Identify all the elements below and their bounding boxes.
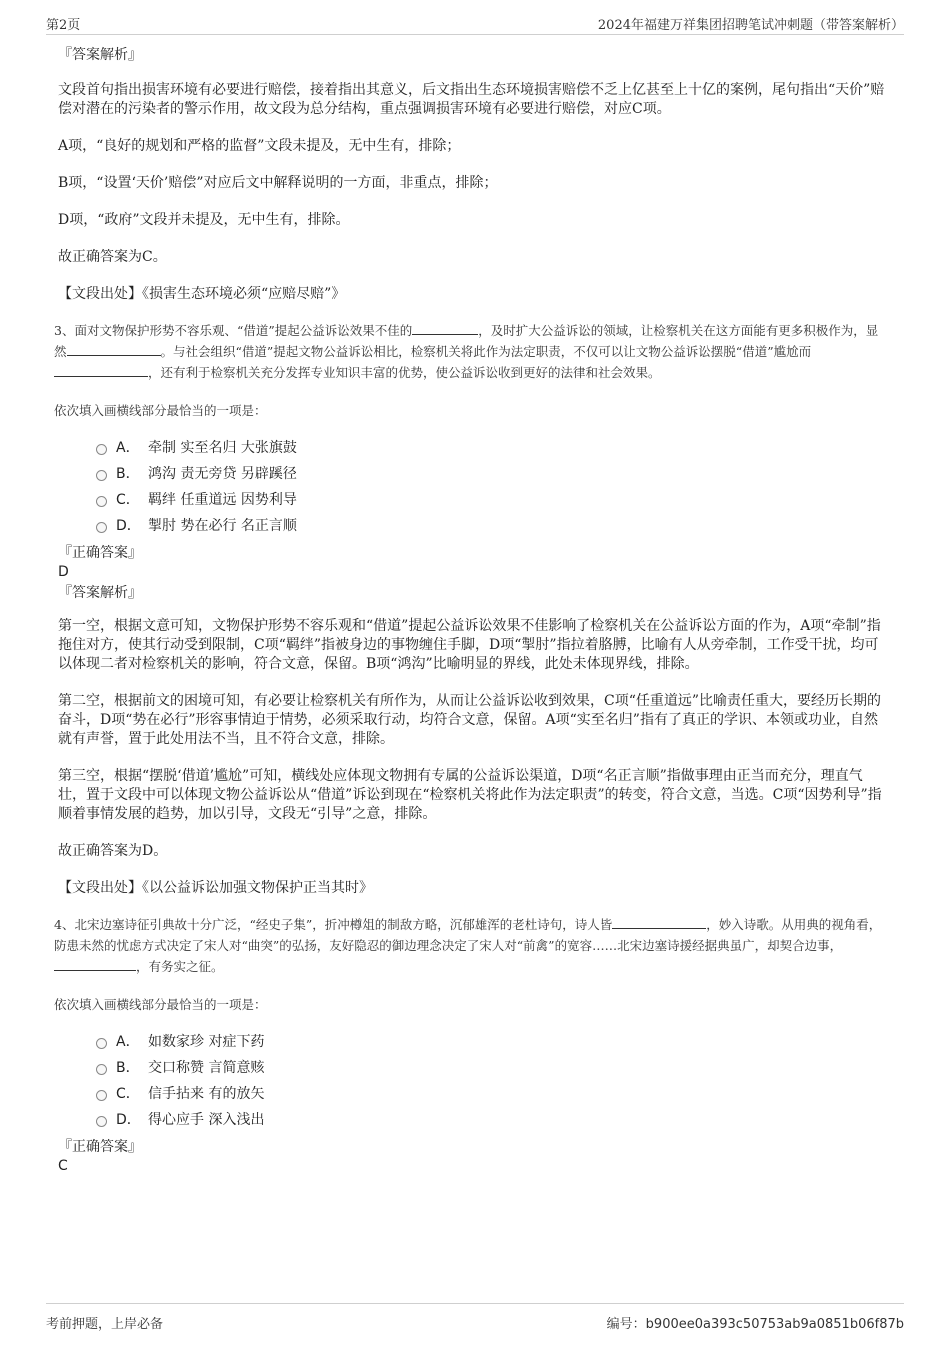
analysis-paragraph: D项，“政府”文段并未提及，无中生有，排除。 [58, 212, 350, 228]
option-a[interactable]: A． 牵制 实至名归 大张旗鼓 [96, 434, 890, 460]
correct-answer-label: 『正确答案』 [58, 1139, 142, 1155]
fill-blank[interactable] [67, 343, 161, 356]
radio-icon[interactable] [96, 496, 107, 507]
page-header [46, 14, 904, 35]
analysis-label: 『答案解析』 [58, 47, 142, 63]
correct-answer: C [58, 1158, 68, 1174]
radio-icon[interactable] [96, 470, 107, 481]
analysis-conclusion: 故正确答案为C。 [58, 249, 167, 265]
analysis-paragraph: 文段首句指出损害环境有必要进行赔偿，接着指出其意义，后文指出生态环境损害赔偿不乏上亿甚至上十亿的案例，尾句指出“天价”赔偿对潜在的污染者的警示作用，故文段为总分结构，重点强调损害环境有必要进行赔偿，对应C项。 [58, 82, 885, 117]
question-prompt: 依次填入画横线部分最恰当的一项是： [54, 997, 267, 1012]
radio-icon[interactable] [96, 1038, 107, 1049]
source-citation: 【文段出处】《以公益诉讼加强文物保护正当其时》 [58, 880, 373, 896]
code-value: b900ee0a393c50753ab9a0851b06f87b [645, 1317, 904, 1332]
document-code [607, 1313, 904, 1332]
analysis-paragraph: 第一空，根据文意可知，文物保护形势不容乐观和“借道”提起公益诉讼效果不佳影响了检察机关在公益诉讼方面的作为，A项“牵制”指拖住对方，使其行动受到限制，C项“羁绊”指被身边的事物缠住手脚，D项“掣肘”指拉着胳膊，比喻有人从旁牵制，工作受干扰，均可以体现二者对检察机关的影响，符合文意，保留。B项“鸿沟”比喻明显的界线，此处未体现界线，排除。 [58, 618, 881, 672]
code-label: 编号： [606, 1317, 646, 1332]
source-citation: 【文段出处】《损害生态环境必须“应赔尽赔”》 [58, 286, 346, 302]
question-text: 3、面对文物保护形势不容乐观、“借道”提起公益诉讼效果不佳的 ，及时扩大公益诉讼的领域，让检察机关在这方面能有更多积极作为，显然 。与社会组织“借道”提起文物公益诉讼相比，检察机关将此作为法定职责，不仅可以让文物公益诉讼摆脱“借道”尴尬而，还有利于检察机关充分发挥专业知识丰富的优势，使公益诉讼收到更好的法律和社会效果。 [54, 323, 879, 380]
radio-icon[interactable] [96, 522, 107, 533]
analysis-paragraph: 第二空，根据前文的困境可知，有必要让检察机关有所作为，从而让公益诉讼收到效果，C项“任重道远”比喻责任重大，要经历长期的奋斗，D项“势在必行”形容事情迫于情势，必须采取行动，均符合文意，保留。A项“实至名归”指有了真正的学识、本领或功业，自然就有声誉，置于此处用法不当，且不符合文意，排除。 [58, 693, 882, 747]
correct-answer: D [58, 564, 69, 580]
document-title: 2024年福建万祥集团招聘笔试冲刺题（带答案解析） [597, 18, 904, 33]
question-4 [54, 914, 890, 1176]
radio-icon[interactable] [96, 1116, 107, 1127]
option-b[interactable]: B． 交口称赞 言简意赅 [96, 1054, 890, 1080]
option-list [58, 1028, 890, 1132]
fill-blank[interactable] [54, 364, 148, 377]
analysis-paragraph: B项，“设置‘天价’赔偿”对应后文中解释说明的一方面，非重点，排除； [58, 175, 498, 191]
analysis-paragraph: 第三空，根据“摆脱‘借道’尴尬”可知，横线处应体现文物拥有专属的公益诉讼渠道，D项“名正言顺”指做事理由正当而充分，理直气壮，置于文段中可以体现文物公益诉讼从“借道”诉讼到现在“检察机关将此作为法定职责”的转变，符合文意，当选。C项“因势利导”指顺着事情发展的趋势，加以引导，文段无“引导”之意，排除。 [58, 768, 882, 822]
fill-blank[interactable] [54, 958, 136, 971]
question-text: 4、北宋边塞诗征引典故十分广泛，“经史子集”，折冲樽俎的制敌方略，沉郁雄浑的老杜诗句，诗人皆 ，妙入诗歌。从用典的视角看，防患未然的忧虑方式决定了宋人对“曲突”的弘扬，友好隐忍的御边理念决定了宋人对“前禽”的宽容……北宋边塞诗援经据典虽广，却契合边事，，有务实之征。 [54, 917, 882, 974]
analysis-paragraph: A项，“良好的规划和严格的监督”文段未提及，无中生有，排除； [58, 138, 461, 154]
option-d[interactable]: D． 掣肘 势在必行 名正言顺 [96, 512, 890, 538]
analysis-conclusion: 故正确答案为D。 [58, 843, 168, 859]
page-footer [46, 1303, 904, 1332]
q2-analysis-section [58, 46, 890, 304]
option-b[interactable]: B． 鸿沟 责无旁贷 另辟蹊径 [96, 460, 890, 486]
fill-blank[interactable] [412, 322, 478, 335]
option-d[interactable]: D． 得心应手 深入浅出 [96, 1106, 890, 1132]
question-prompt: 依次填入画横线部分最恰当的一项是： [54, 403, 267, 418]
option-a[interactable]: A． 如数家珍 对症下药 [96, 1028, 890, 1054]
radio-icon[interactable] [96, 1090, 107, 1101]
radio-icon[interactable] [96, 444, 107, 455]
analysis-label: 『答案解析』 [58, 585, 142, 601]
footer-slogan: 考前押题，上岸必备 [46, 1317, 164, 1332]
correct-answer-label: 『正确答案』 [58, 545, 142, 561]
radio-icon[interactable] [96, 1064, 107, 1075]
option-c[interactable]: C． 羁绊 任重道远 因势利导 [96, 486, 890, 512]
fill-blank[interactable] [612, 916, 706, 929]
option-c[interactable]: C． 信手拈来 有的放矢 [96, 1080, 890, 1106]
option-list [58, 434, 890, 538]
main-content [54, 46, 890, 1178]
page-number: 第2页 [46, 18, 81, 33]
question-3 [54, 320, 890, 898]
